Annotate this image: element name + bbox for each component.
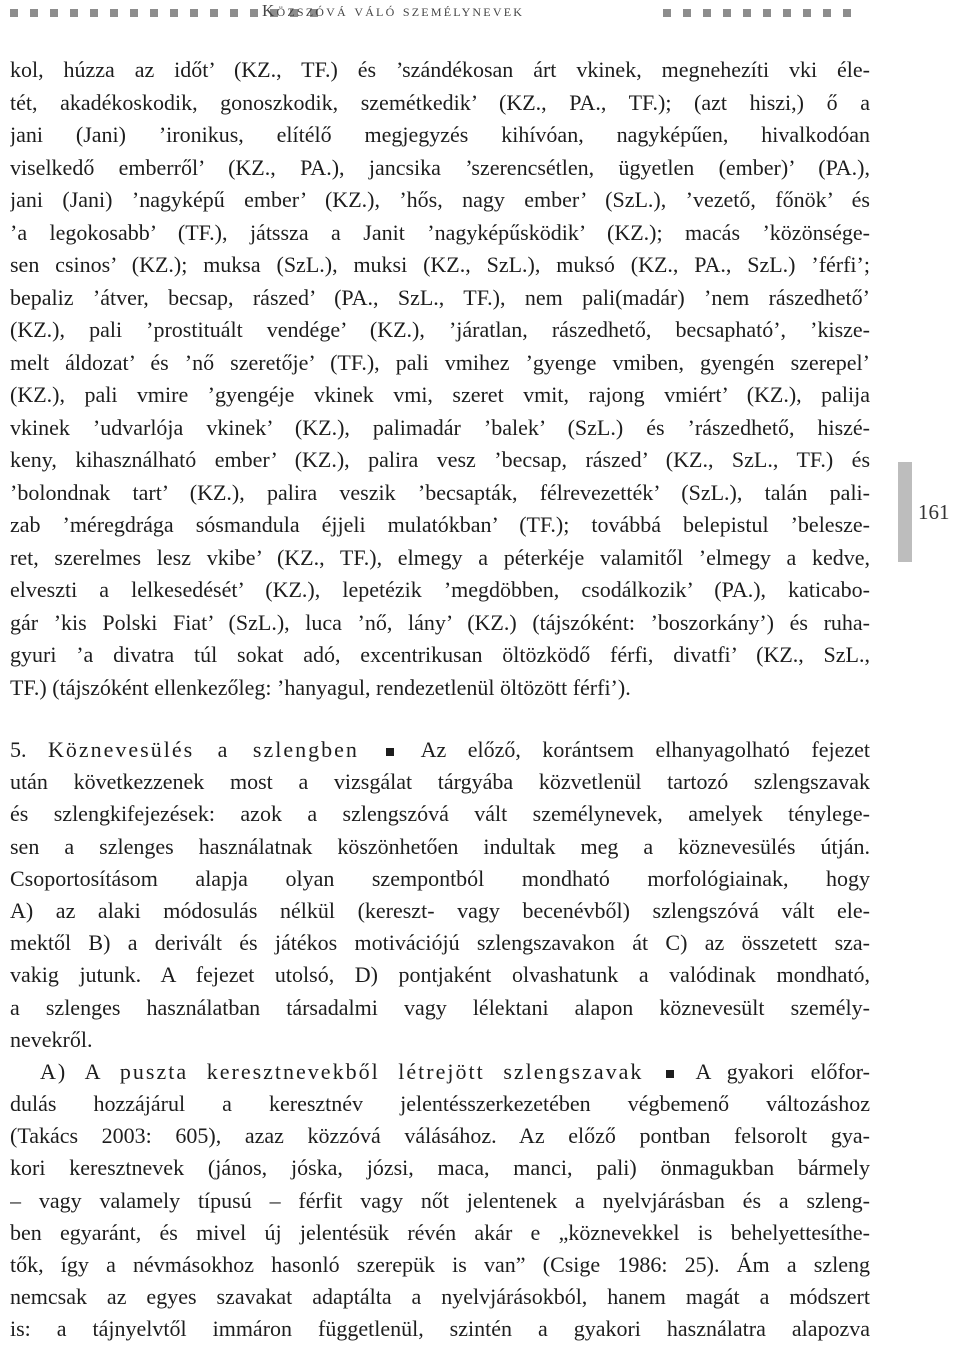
text-line: bepaliz ’átver, becsap, rászed’ (PA., SzL., TF.), nem pali(madár) ’nem rászedhető’ xyxy=(10,284,870,310)
page-number-tab xyxy=(898,462,912,562)
section-first-line: Az előző, korántsem elhanyagolható fejezet xyxy=(420,737,870,762)
text-line: kol, húzza az időt’ (KZ., TF.) és ’szándékosan árt vkinek, megnehezíti vki éle- xyxy=(10,57,870,82)
text-line: gár ’kis Polski Fiat’ (SzL.), luca ’nő, lány’ (KZ.) (tájszóként: ’boszorkány’) és ruha- xyxy=(10,609,870,635)
text-line: tők, így a névmásokhoz hasonló szerepük is van” (Csige 1986: 25). Ám a szleng xyxy=(10,1252,870,1277)
text-line: keny, kihasználható ember’ (KZ.), palira vesz ’becsap, rászed’ (KZ., SzL., TF.) és xyxy=(10,447,870,472)
text-line: melt áldozat’ és ’nő szeretője’ (TF.), pali vmihez ’gyenge vmiben, gyengén szerepel’ xyxy=(10,349,870,375)
text-line: dulás hozzájárul a keresztnév jelentésszerkezetében végbemenő változáshoz xyxy=(10,1091,870,1117)
text-line: zab ’méregdrága sósmandula éjjeli mulatókban’ (TF.); továbbá belepistul ’belesze- xyxy=(10,512,870,537)
text-line: is: a tájnyelvtől immáron függetlenül, szintén a gyakori használatra alapozva xyxy=(10,1316,870,1342)
text-line: ben egyaránt, és mivel új jelentésük révén akár e „köznevekkel is behelyettesíthe- xyxy=(10,1219,870,1245)
text-line: ’bolondnak tart’ (KZ.), palira veszik ’becsapták, félrevezették’ (SzL.), talán pali- xyxy=(10,479,870,505)
text-line: tét, akadékoskodik, gonoszkodik, szemétkedik’ (KZ., PA., TF.); (azt hiszi,) ő a xyxy=(10,89,870,115)
text-line: sen csinos’ (KZ.); muksa (SzL.), muksi (KZ., SzL.), muksó (KZ., PA., SzL.) ’férfi’; xyxy=(10,252,870,277)
text-line: TF.) (tájszóként ellenkezőleg: ’hanyagul, rendezetlenül öltözött férfi’). xyxy=(10,674,631,700)
square-separator-icon xyxy=(666,1070,674,1078)
text-line: (KZ.), pali ’prostituált vendége’ (KZ.), ’járatlan, rászedhető, becsapható’, ’kisze- xyxy=(10,317,870,342)
text-line: vakig jutunk. A fejezet utolsó, D) pontjaként olvashatunk a valódinak mondható, xyxy=(10,962,870,988)
text-line: Csoportosításom alapja olyan szempontból mondható morfológiainak, hogy xyxy=(10,865,870,891)
section-heading-line xyxy=(10,734,870,766)
page-number: 161 xyxy=(918,500,950,524)
text-line: után következzenek most a vizsgálat tárgyába közvetlenül tartozó szlengszavak xyxy=(10,769,870,795)
text-line: sen a szlenges használatnak köszönhetően indultak meg a köznevesülés útján. xyxy=(10,833,870,859)
subsection-heading-line xyxy=(10,1056,870,1088)
text-line: vkinek ’udvarlója vkinek’ (KZ.), palimadár ’balek’ (SzL.) és ’rászedhető, hiszé- xyxy=(10,414,870,440)
section-5 xyxy=(10,734,870,1346)
text-line: nemcsak az egyes szavakat adaptálta a nyelvjárásokból, hanem magát a módszert xyxy=(10,1284,870,1310)
subsection-title: A) A puszta keresztnevekből létrejött szlengszavak xyxy=(40,1058,644,1084)
section-number: 5. xyxy=(10,737,27,762)
running-head xyxy=(0,0,960,30)
text-line: mektől B) a derivált és játékos motivációjú szlengszavakon át C) az összetett sza- xyxy=(10,930,870,956)
text-line: – vagy valamely típusú – férfit vagy nőt jelentenek a nyelvjárásban és a szleng- xyxy=(10,1187,870,1213)
text-line: (Takács 2003: 605), azaz közzóvá válásához. Az előző pontban felsorolt gya- xyxy=(10,1123,870,1149)
text-line: ret, szerelmes lesz vkibe’ (KZ., TF.), elmegy a péterkéje valamitől ’elmegy a kedve, xyxy=(10,544,870,570)
text-line: elveszti a lelkesedését’ (KZ.), lepetézik ’megdöbben, csodálkozik’ (PA.), katicabo- xyxy=(10,577,870,602)
continued-paragraph xyxy=(10,54,870,704)
text-line: nevekről. xyxy=(10,1026,93,1052)
text-line: viselkedő emberről’ (KZ., PA.), jancsika ’szerencsétlen, ügyetlen (ember)’ (PA.), xyxy=(10,154,870,180)
running-head-ornament-right xyxy=(663,9,851,17)
square-separator-icon xyxy=(386,748,394,756)
text-line: (KZ.), pali vmire ’gyengéje vkinek vmi, szeret vmit, rajong vmiért’ (KZ.), palija xyxy=(10,382,870,407)
text-line: jani (Jani) ’nagyképű ember’ (KZ.), ’hős, nagy ember’ (SzL.), ’vezető, főnök’ és xyxy=(10,187,870,212)
text-line: ’a legokosabb’ (TF.), játssza a Janit ’nagyképűsködik’ (KZ.); macás ’közönsége- xyxy=(10,219,870,245)
text-line: a szlenges használatban társadalmi vagy lélektani alapon köznevesült személy- xyxy=(10,994,870,1020)
text-line: és szlengkifejezések: azok a szlengszóvá vált személynevek, amelyek ténylege- xyxy=(10,801,870,827)
text-line: jani (Jani) ’ironikus, elítélő megjegyzés kihívóan, nagyképűen, hivalkodóan xyxy=(10,122,870,147)
section-title: Köznevesülés a szlengben xyxy=(47,737,359,762)
text-line: A) az alaki módosulás nélkül (kereszt- vagy becenévből) szlengszóvá vált ele- xyxy=(10,897,870,923)
text-line: gyuri ’a divatra túl sokat adó, excentrikusan öltözködő férfi, divatfi’ (KZ., SzL., xyxy=(10,642,870,667)
text-line: kori keresztnevek (jános, jóska, józsi, maca, manci, pali) önmagukban bármely xyxy=(10,1155,870,1181)
running-head-title: Közszóvá váló személynevek xyxy=(262,1,525,20)
subsection-first-line: A gyakori előfor- xyxy=(695,1058,870,1084)
